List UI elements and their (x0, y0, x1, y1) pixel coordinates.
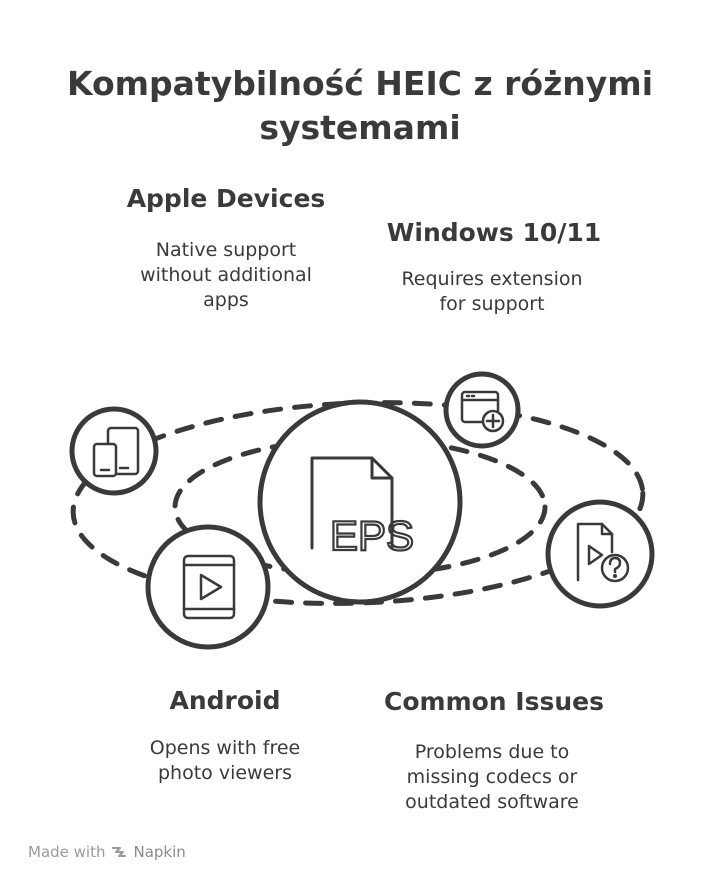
windows-desc-line: Requires extension (401, 268, 583, 290)
napkin-logo-icon (111, 844, 127, 860)
apple-heading: Apple Devices (126, 184, 326, 213)
center-label: EPS (329, 512, 415, 559)
footer-made-with: Made with (28, 843, 106, 861)
android-node (148, 527, 268, 647)
issues-heading: Common Issues (384, 687, 604, 716)
issues-desc-line: missing codecs or (406, 766, 578, 788)
apple-desc-line: apps (203, 289, 249, 311)
issues-desc-line: outdated software (405, 791, 579, 813)
issues-desc-line: Problems due to (414, 741, 570, 763)
windows-desc-line: for support (439, 293, 545, 315)
windows-node (446, 374, 518, 446)
footer-brand: Napkin (133, 843, 186, 861)
android-desc-line: Opens with free (149, 737, 301, 759)
title-line-2: systemami (259, 108, 461, 147)
title-line-1: Kompatybilność HEIC z różnymi (66, 64, 654, 103)
apple-desc-line: Native support (155, 239, 297, 261)
android-desc-line: photo viewers (158, 762, 292, 784)
apple-desc-line: without additional (140, 264, 312, 286)
center-node (260, 402, 460, 602)
android-heading: Android (169, 686, 281, 715)
footer (28, 843, 186, 861)
windows-heading: Windows 10/11 (386, 218, 602, 247)
